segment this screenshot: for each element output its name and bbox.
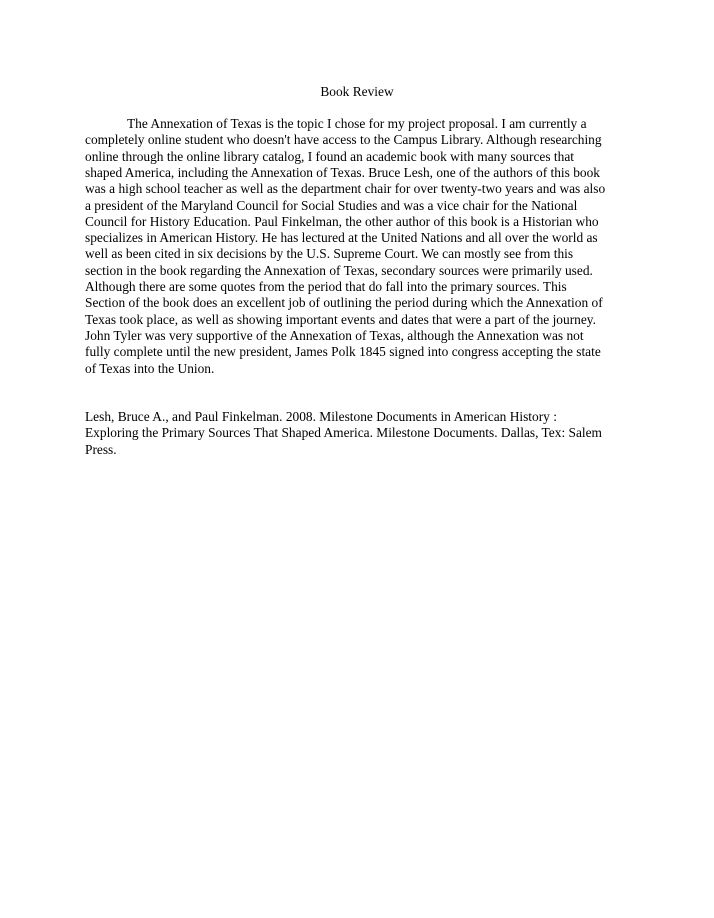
body-line: completely online student who doesn't have access to the Campus Library. Although researching (85, 132, 602, 148)
page-title: Book Review (320, 84, 394, 99)
body-line: John Tyler was very supportive of the Annexation of Texas, although the Annexation was not (85, 327, 584, 343)
body-line: shaped America, including the Annexation of Texas. Bruce Lesh, one of the authors of this book (85, 164, 600, 180)
body-line: specializes in American History. He has lectured at the United Nations and all over the world as (85, 230, 598, 246)
body-line: fully complete until the new president, James Polk 1845 signed into congress accepting the state (85, 344, 601, 360)
body-line: The Annexation of Texas is the topic I chose for my project proposal. I am currently a (127, 116, 587, 131)
body-line: section in the book regarding the Annexation of Texas, secondary sources were primarily used. (85, 262, 593, 278)
body-line: Texas took place, as well as showing important events and dates that were a part of the journey. (85, 311, 596, 327)
body-line: well as been cited in six decisions by the U.S. Supreme Court. We can mostly see from this (85, 246, 574, 262)
body-line: Although there are some quotes from the period that do fall into the primary sources. This (85, 279, 567, 294)
body-line: Council for History Education. Paul Finkelman, the other author of this book is a Historian who (85, 213, 599, 229)
body-line: of Texas into the Union. (85, 360, 215, 376)
citation-line: Lesh, Bruce A., and Paul Finkelman. 2008. Milestone Documents in American History : (85, 409, 557, 424)
citation-line: Exploring the Primary Sources That Shaped America. Milestone Documents. Dallas, Tex: Salem (85, 425, 602, 441)
body-line: was a high school teacher as well as the department chair for over twenty-two years and was also (85, 181, 606, 197)
citation-line: Press. (85, 441, 117, 457)
body-line: a president of the Maryland Council for Social Studies and was a vice chair for the National (85, 197, 578, 213)
body-line: Section of the book does an excellent job of outlining the period during which the Annexation of (85, 295, 603, 311)
body-line: online through the online library catalog, I found an academic book with many sources that (85, 148, 574, 164)
